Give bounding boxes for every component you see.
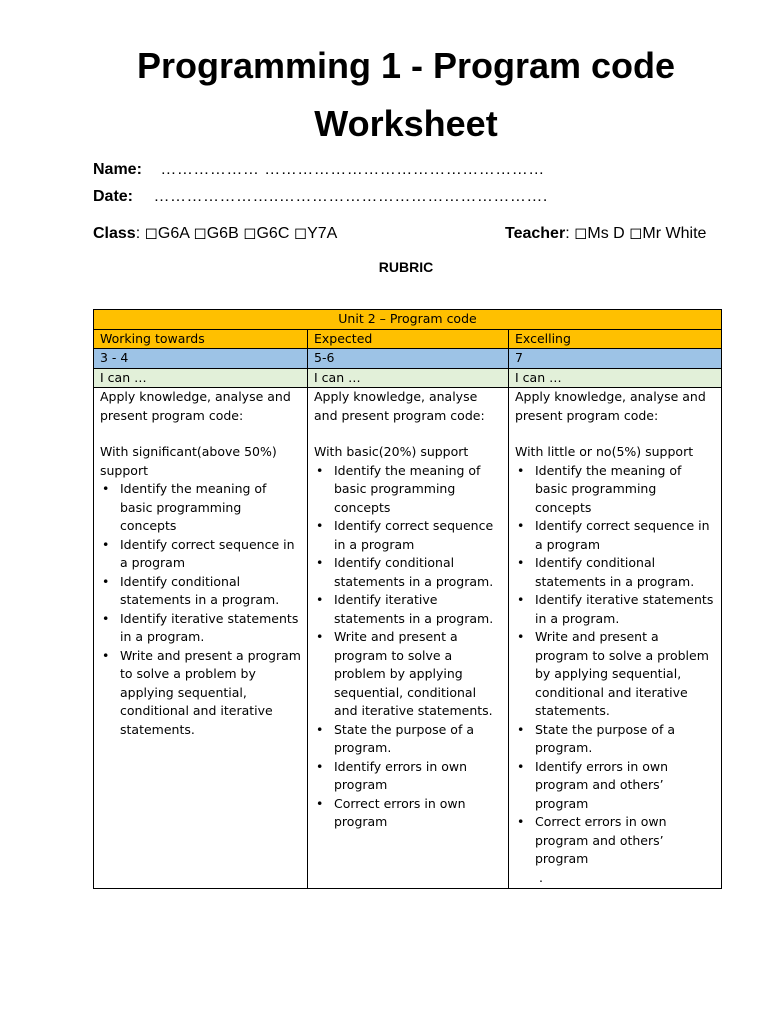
list-item: • Identify correct sequence in a program: [334, 517, 502, 554]
list-item: • State the purpose of a program.: [334, 721, 502, 758]
criteria-excelling: [509, 388, 722, 889]
ican-cell: I can …: [94, 368, 308, 388]
list-item: • Identify iterative statements in a program.: [120, 610, 301, 647]
list-item: • State the purpose of a program.: [535, 721, 715, 758]
support-level: With significant(above 50%) support: [100, 444, 277, 478]
teacher-label: Teacher: [505, 225, 566, 242]
levels-row: [94, 329, 722, 349]
list-item: • Identify iterative statements in a program.: [535, 591, 715, 628]
ican-cell: I can …: [308, 368, 509, 388]
grade-cell: 5-6: [308, 349, 509, 369]
table-header-row: [94, 310, 722, 330]
criteria-row: [94, 388, 722, 889]
list-item: • Identify correct sequence in a program: [535, 517, 715, 554]
list-item: • Identify conditional statements in a program.: [120, 573, 301, 610]
list-item: • Correct errors in own program: [334, 795, 502, 832]
list-item: • Identify errors in own program: [334, 758, 502, 795]
unit-title: Unit 2 – Program code: [94, 310, 722, 330]
criteria-expected: [308, 388, 509, 889]
list-item: • Identify conditional statements in a program.: [535, 554, 715, 591]
grades-row: [94, 349, 722, 369]
name-blank[interactable]: ……………… ……………………………………………: [160, 161, 545, 178]
date-field: [93, 187, 548, 207]
class-selector: [93, 225, 337, 242]
criteria-lead: Apply knowledge, analyse and present program code:: [515, 389, 706, 423]
support-level: With basic(20%) support: [314, 444, 469, 459]
criteria-list: [314, 462, 502, 832]
page-title-line-1: Programming 1 - Program code: [136, 45, 676, 86]
criteria-lead: Apply knowledge, analyse and present program code:: [314, 389, 485, 423]
grade-cell: 3 - 4: [94, 349, 308, 369]
page-title-line-2: Worksheet: [314, 103, 498, 144]
teacher-options[interactable]: : ◻Ms D ◻Mr White: [565, 225, 707, 242]
list-item: • Identify correct sequence in a program: [120, 536, 301, 573]
list-item: • Identify the meaning of basic programming concepts: [334, 462, 502, 518]
name-label: Name:: [93, 161, 142, 178]
rubric-table: [93, 309, 722, 889]
level-excelling: Excelling: [509, 329, 722, 349]
list-item: • Write and present a program to solve a problem by applying sequential, conditional and iterative statements.: [120, 647, 301, 740]
list-item: • Write and present a program to solve a problem by applying sequential, conditional and iterative statements.: [334, 628, 502, 721]
list-item: • Identify errors in own program and others’ program: [535, 758, 715, 814]
class-options[interactable]: : ◻G6A ◻G6B ◻G6C ◻Y7A: [135, 225, 338, 242]
date-blank[interactable]: …………………..………………………………………….: [153, 188, 548, 205]
class-label: Class: [93, 225, 136, 242]
list-item: • Correct errors in own program and others’ program: [535, 813, 715, 869]
criteria-lead: Apply knowledge, analyse and present program code:: [100, 389, 291, 423]
date-label: Date:: [93, 188, 134, 205]
rubric-heading: RUBRIC: [378, 259, 434, 275]
list-item: • Identify iterative statements in a program.: [334, 591, 502, 628]
level-working-towards: Working towards: [94, 329, 308, 349]
support-level: With little or no(5%) support: [515, 444, 694, 459]
criteria-list: [100, 480, 301, 739]
list-item: • Write and present a program to solve a problem by applying sequential, conditional and iterative statements.: [535, 628, 715, 721]
list-item: • Identify the meaning of basic programming concepts: [535, 462, 715, 518]
ican-cell: I can …: [509, 368, 722, 388]
level-expected: Expected: [308, 329, 509, 349]
list-item: • Identify conditional statements in a program.: [334, 554, 502, 591]
list-item: • Identify the meaning of basic programming concepts: [120, 480, 301, 536]
ican-row: [94, 368, 722, 388]
teacher-selector: [505, 224, 706, 244]
trailing-mark: .: [539, 869, 543, 885]
class-teacher-row: [93, 224, 723, 244]
name-field: [93, 160, 545, 180]
criteria-working-towards: [94, 388, 308, 889]
criteria-list: [515, 462, 715, 869]
grade-cell: 7: [509, 349, 722, 369]
